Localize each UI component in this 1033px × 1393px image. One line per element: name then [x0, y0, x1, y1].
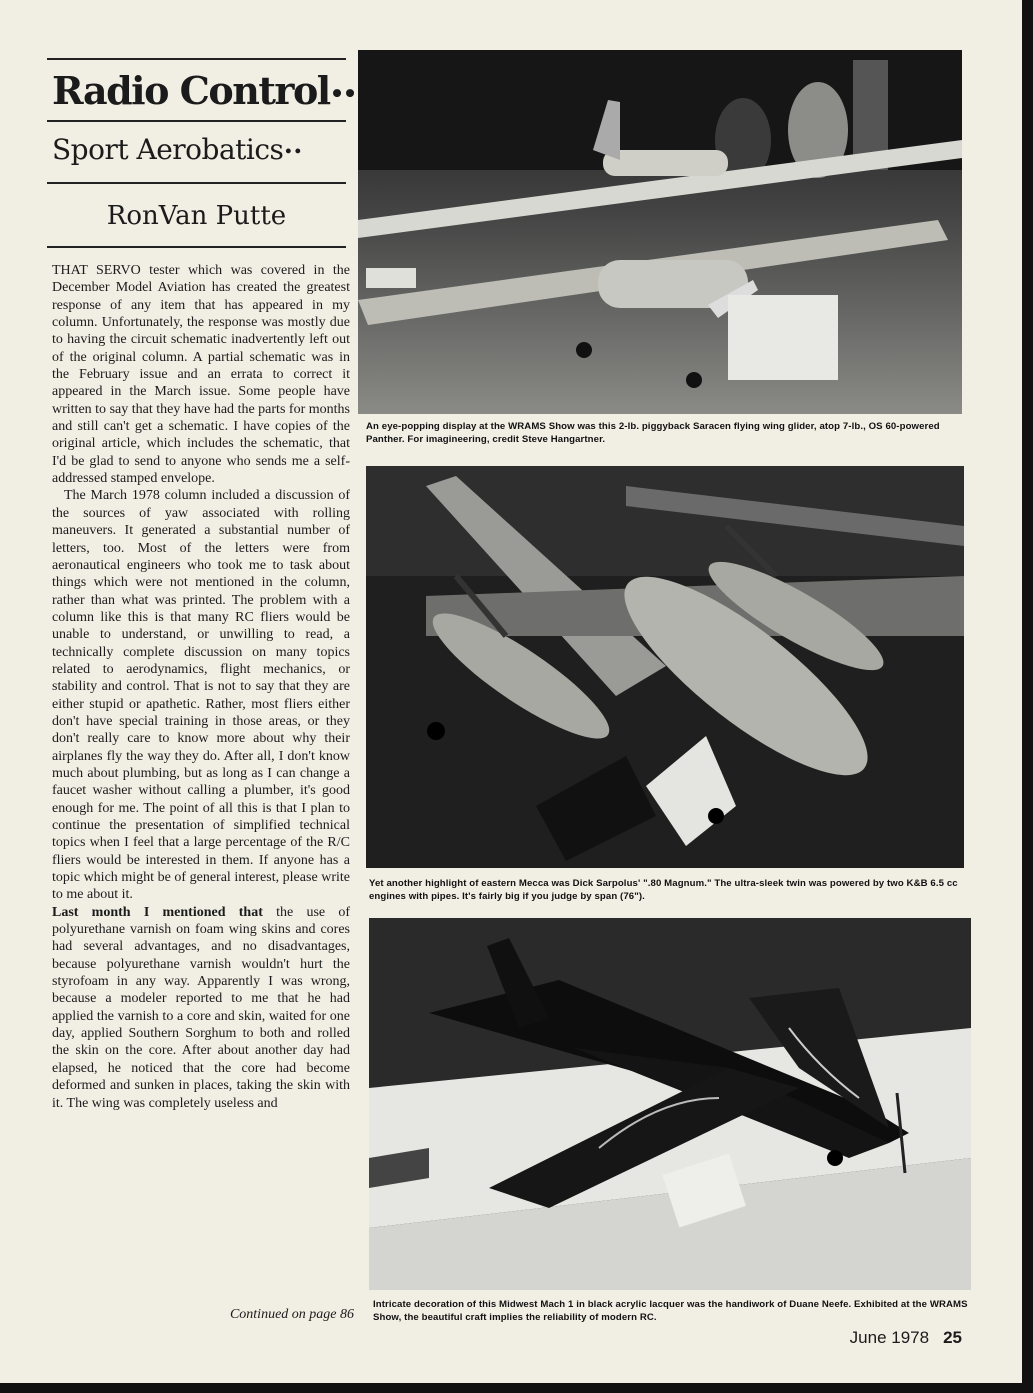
subtitle-heading: [52, 128, 352, 174]
department-dots: ••: [329, 81, 356, 108]
paragraph-lead-in: Last month I mentioned that: [52, 904, 263, 920]
department-heading: [52, 66, 356, 120]
photo-mach-1: [369, 918, 971, 1290]
header-rule-2: [47, 120, 346, 122]
subtitle-dots: ••: [283, 141, 303, 162]
paragraph-3-text: the use of polyurethane varnish on foam wing skins and cores had several advantages, and no disadvantages, because polyurethane varnish wouldn't hurt the styrofoam in any way. Apparently I was wrong, because a modeler reported to me that he had applied the varnish to a core and skin, waited for one day, applied Southern Sorghum to both and rolled the skin on the core. After about another day had elapsed, he noticed that the core had become deformed and sunken in places, taking the skin with it. The wing was completely useless and: [52, 904, 351, 1111]
department-title: Radio Control: [52, 68, 330, 113]
header-rule-3: [47, 182, 346, 184]
article-body: [52, 262, 350, 1112]
photo-caption-3: Intricate decoration of this Midwest Mach 1 in black acrylic lacquer was the handiwork of Duane Neefe. Exhibited at the WRAMS Show, the beautiful craft implies the reliability of modern RC.: [373, 1299, 968, 1323]
continued-jump-line: Continued on page 86: [229, 1307, 354, 1322]
photo-caption-1: An eye-popping display at the WRAMS Show was this 2-lb. piggyback Saracen flying wing glider, atop 7-lb., OS 60-powered Panther. For imagineering, credit Steve Hangartner.: [366, 421, 940, 445]
subtitle-text: Sport Aerobatics: [52, 133, 284, 166]
photo-caption-2: Yet another highlight of eastern Mecca was Dick Sarpolus' ".80 Magnum." The ultra-sleek twin was powered by two K&B 6.5 cc engines with pipes. It's fairly big if you judge by span (76").: [369, 878, 958, 902]
page-number: 25: [943, 1328, 962, 1347]
photo-piggyback-glider: [358, 50, 962, 414]
photo-magnum-twin: [366, 466, 964, 868]
article-paragraph-2: The March 1978 column included a discussion of the sources of yaw associated with rolling maneuvers. It generated a substantial number of letters, too. Most of the letters were from aeronautical engineers who took me to task about things which were not mentioned in the column, rather than what was printed. The problem with a column like this is that many RC fliers would be unable to understand, or unwilling to read, a technically complete discussion on many topics related to aerodynamics, flight mechanics, or stability and control. That is not to say that they are either stupid or apathetic. Rather, most fliers either don't have special training in those areas, or they don't really care to know more about why their airplanes fly the way they do. After all, I don't know much about plumbing, but as long as I can change a faucet washer without calling a plumber, it's good enough for me. The point of all this is that I plan to continue the presentation of simplified technical topics when I feel that a large percentage of the R/C fliers would be interested in them. If anyone has a topic which might be of general interest, please write to me about it.: [52, 488, 350, 903]
issue-date: June 1978: [849, 1328, 930, 1347]
page-footer: [850, 1328, 962, 1348]
article-paragraph-1: THAT SERVO tester which was covered in the December Model Aviation has created the greatest response of any item that has appeared in my column. Unfortunately, the response was mostly due to having the circuit schematic inadvertently left out of the original column. A partial schematic was in the February issue and an errata to correct it appeared in the March issue. Some people have written to say that they have had the parts for months and still can't get a schematic. I have copies of the original article, which includes the schematic, that I'd be glad to send to anyone who sends me a self-addressed stamped envelope.: [52, 263, 350, 487]
author-byline: RonVan Putte: [106, 201, 287, 231]
header-rule-top: [47, 58, 346, 60]
article-paragraph-3: [52, 904, 350, 1112]
header-rule-bottom: [47, 246, 346, 248]
